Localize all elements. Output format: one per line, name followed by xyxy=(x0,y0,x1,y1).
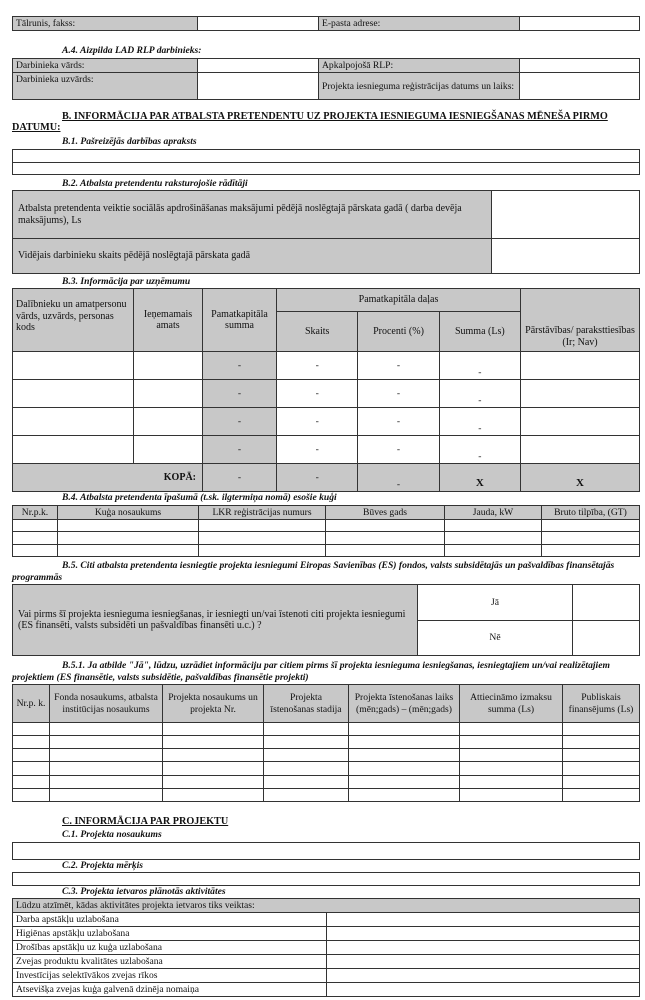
c1-title: C.1. Projekta nosaukums xyxy=(62,829,162,840)
b51-header-fund: Fonda nosaukums, atbalsta institūcijas nosaukums xyxy=(50,685,163,723)
c3-title: C.3. Projekta ietvaros plānotās aktivitātes xyxy=(62,886,226,897)
reg-date-label: Projekta iesnieguma reģistrācijas datums un laiks: xyxy=(319,73,520,100)
activity-description-field-2[interactable] xyxy=(13,162,640,175)
b3-header-capital: Pamatkapitāla summa xyxy=(203,289,277,352)
b5-no-label: Nē xyxy=(418,621,573,656)
b4-header-lkr-number: LKR reģistrācijas numurs xyxy=(199,506,326,520)
b3-header-sum: Summa (Ls) xyxy=(439,312,520,352)
b3-percent-cell: - xyxy=(358,408,439,436)
b4-cell[interactable] xyxy=(58,544,199,556)
b3-position-cell[interactable] xyxy=(134,436,203,464)
activity-checkbox[interactable] xyxy=(326,913,640,927)
b5-no-checkbox[interactable] xyxy=(573,621,640,656)
b3-sum-cell: - xyxy=(439,352,520,380)
b3-count-cell: - xyxy=(277,352,358,380)
b4-cell[interactable] xyxy=(199,520,326,532)
worker-name-label: Darbinieka vārds: xyxy=(13,59,198,73)
b3-sum-cell: - xyxy=(439,408,520,436)
b5-yes-label: Jā xyxy=(418,585,573,621)
b51-cell[interactable] xyxy=(163,749,264,762)
worker-surname-label: Darbinieka uzvārds: xyxy=(13,73,198,100)
employee-count-field[interactable] xyxy=(492,239,640,274)
b51-cell[interactable] xyxy=(13,762,50,775)
b4-cell[interactable] xyxy=(326,532,445,544)
a4-title: A.4. Aizpilda LAD RLP darbinieks: xyxy=(62,45,202,56)
b51-cell[interactable] xyxy=(13,736,50,749)
b3-person-cell[interactable] xyxy=(13,352,134,380)
section-b-title: B. INFORMĀCIJA PAR ATBALSTA PRETENDENTU UZ PROJEKTA IESNIEGUMA IESNIEGŠANAS MĒNEŠA PIRMO DATUMU: xyxy=(12,111,608,134)
b3-person-cell[interactable] xyxy=(13,408,134,436)
b4-cell[interactable] xyxy=(326,544,445,556)
b4-cell[interactable] xyxy=(445,532,542,544)
b51-cell[interactable] xyxy=(264,775,349,788)
b51-cell[interactable] xyxy=(349,723,460,736)
phone-field[interactable] xyxy=(198,17,319,31)
b51-cell[interactable] xyxy=(13,788,50,801)
b3-percent-cell: - xyxy=(358,380,439,408)
b51-cell[interactable] xyxy=(563,775,640,788)
worker-surname-field[interactable] xyxy=(198,73,319,100)
b51-cell[interactable] xyxy=(50,762,163,775)
b3-capital-cell: - xyxy=(203,380,277,408)
b3-total-label: KOPĀ: xyxy=(13,464,203,492)
reg-date-field[interactable] xyxy=(520,73,640,100)
b3-count-cell: - xyxy=(277,408,358,436)
b3-position-cell[interactable] xyxy=(134,352,203,380)
b3-count-cell: - xyxy=(277,436,358,464)
b51-cell[interactable] xyxy=(563,736,640,749)
b51-cell[interactable] xyxy=(460,736,563,749)
project-goal-field[interactable] xyxy=(13,873,640,886)
social-payments-label: Atbalsta pretendenta veiktie sociālās apdrošināšanas maksājumi pēdējā noslēgtajā pārskata gadā ( darba devēja maksājums), Ls xyxy=(13,191,492,239)
activity-checkbox[interactable] xyxy=(326,955,640,969)
contact-table xyxy=(12,16,640,31)
b51-cell[interactable] xyxy=(264,788,349,801)
b3-title: B.3. Informācija par uzņēmumu xyxy=(62,276,191,287)
social-payments-field[interactable] xyxy=(492,191,640,239)
b3-header-count: Skaits xyxy=(277,312,358,352)
b51-title: B.5.1. Ja atbilde "Jā", lūdzu, uzrādiet informāciju par citiem pirms šī projekta iesnieguma iesniegšanas, iesniegtajiem un/vai realizētajiem projektiem (ES finansētie, valsts subsidētie, pašvaldības finansētie projekti) xyxy=(12,660,610,683)
b4-cell[interactable] xyxy=(445,520,542,532)
b1-table xyxy=(12,149,640,175)
activity-label: Darba apstākļu uzlabošana xyxy=(13,913,327,927)
b4-cell[interactable] xyxy=(326,520,445,532)
b4-header-build-year: Būves gads xyxy=(326,506,445,520)
b51-cell[interactable] xyxy=(349,775,460,788)
b51-cell[interactable] xyxy=(13,775,50,788)
b51-cell[interactable] xyxy=(349,762,460,775)
b51-cell[interactable] xyxy=(563,749,640,762)
b3-total-count: - xyxy=(277,464,358,492)
b3-total-percent: - xyxy=(358,464,439,492)
activity-checkbox[interactable] xyxy=(326,969,640,983)
b4-table xyxy=(12,505,640,557)
employee-count-label: Vidējais darbinieku skaits pēdējā noslēgtajā pārskata gadā xyxy=(13,239,492,274)
a4-table xyxy=(12,58,640,100)
activity-label: Atsevišķa zvejas kuģa galvenā dzinēja nomaiņa xyxy=(13,983,327,997)
activity-label: Drošības apstākļu uz kuģa uzlabošana xyxy=(13,941,327,955)
b51-cell[interactable] xyxy=(50,723,163,736)
b2-table xyxy=(12,190,640,274)
b4-cell[interactable] xyxy=(542,532,640,544)
phone-label: Tālrunis, fakss: xyxy=(13,17,198,31)
b3-total-capital: - xyxy=(203,464,277,492)
b4-cell[interactable] xyxy=(13,544,58,556)
b4-cell[interactable] xyxy=(58,520,199,532)
worker-name-field[interactable] xyxy=(198,59,319,73)
b51-table xyxy=(12,684,640,802)
b3-total-rep-x: X xyxy=(521,464,640,492)
c3-header: Lūdzu atzīmēt, kādas aktivitātes projekta ietvaros tiks veiktas: xyxy=(13,899,640,913)
b3-table xyxy=(12,288,640,492)
b51-cell[interactable] xyxy=(163,775,264,788)
b3-header-representation: Pārstāvības/ paraksttiesības (Ir; Nav) xyxy=(521,289,640,352)
b51-cell[interactable] xyxy=(349,749,460,762)
project-name-field[interactable] xyxy=(13,843,640,860)
b3-person-cell[interactable] xyxy=(13,380,134,408)
b5-title: B.5. Citi atbalsta pretendenta iesniegtie projekta iesniegumi Eiropas Savienības (ES) fondos, valsts subsidētajās un pašvaldības finansētajās programmās xyxy=(12,560,615,583)
b4-cell[interactable] xyxy=(542,520,640,532)
b3-person-cell[interactable] xyxy=(13,436,134,464)
activity-label: Higiēnas apstākļu uzlabošana xyxy=(13,927,327,941)
b4-cell[interactable] xyxy=(13,520,58,532)
b4-header-vessel-name: Kuģa nosaukums xyxy=(58,506,199,520)
b4-title: B.4. Atbalsta pretendenta īpašumā (t.sk. ilgtermiņa nomā) esošie kuģi xyxy=(62,492,337,503)
b3-capital-cell: - xyxy=(203,352,277,380)
b51-cell[interactable] xyxy=(163,762,264,775)
b3-header-shares: Pamatkapitāla daļas xyxy=(277,289,521,312)
b51-cell[interactable] xyxy=(264,736,349,749)
b3-rep-cell[interactable] xyxy=(521,352,640,380)
b1-title: B.1. Pašreizējās darbības apraksts xyxy=(62,136,197,147)
b51-header-nr: Nr.p. k. xyxy=(13,685,50,723)
section-c-title: C. INFORMĀCIJA PAR PROJEKTU xyxy=(62,816,229,827)
b4-cell[interactable] xyxy=(445,544,542,556)
b4-cell[interactable] xyxy=(199,544,326,556)
b4-header-nr: Nr.p.k. xyxy=(13,506,58,520)
b3-rep-cell[interactable] xyxy=(521,436,640,464)
b3-sum-cell: - xyxy=(439,436,520,464)
b51-cell[interactable] xyxy=(13,723,50,736)
b51-cell[interactable] xyxy=(163,723,264,736)
b51-cell[interactable] xyxy=(460,788,563,801)
b4-header-tonnage: Bruto tilpība, (GT) xyxy=(542,506,640,520)
b51-cell[interactable] xyxy=(163,736,264,749)
b4-header-power: Jauda, kW xyxy=(445,506,542,520)
b51-cell[interactable] xyxy=(50,736,163,749)
rlp-field[interactable] xyxy=(520,59,640,73)
b5-question: Vai pirms šī projekta iesnieguma iesniegšanas, ir iesniegti un/vai īstenoti citi projekta iesniegumi (ES finansēti, valsts subsidēti un pašvaldības finansēti u.c.) ? xyxy=(13,585,418,656)
b51-header-period: Projekta īstenošanas laiks (mēn;gads) – (mēn;gads) xyxy=(349,685,460,723)
b51-cell[interactable] xyxy=(460,723,563,736)
b3-rep-cell[interactable] xyxy=(521,408,640,436)
email-field[interactable] xyxy=(520,17,640,31)
c3-table xyxy=(12,898,640,997)
b4-cell[interactable] xyxy=(199,532,326,544)
activity-description-field[interactable] xyxy=(13,150,640,163)
b3-total-sum-x: X xyxy=(439,464,520,492)
activity-checkbox[interactable] xyxy=(326,983,640,997)
b51-cell[interactable] xyxy=(50,749,163,762)
b3-capital-cell: - xyxy=(203,408,277,436)
c2-title: C.2. Projekta mērķis xyxy=(62,860,144,871)
b3-count-cell: - xyxy=(277,380,358,408)
c1-table xyxy=(12,842,640,860)
activity-checkbox[interactable] xyxy=(326,927,640,941)
b51-cell[interactable] xyxy=(460,775,563,788)
b3-header-position: Ieņemamais amats xyxy=(134,289,203,352)
rlp-label: Apkalpojošā RLP: xyxy=(319,59,520,73)
b3-position-cell[interactable] xyxy=(134,408,203,436)
b51-cell[interactable] xyxy=(563,723,640,736)
email-label: E-pasta adrese: xyxy=(319,17,520,31)
b51-cell[interactable] xyxy=(460,762,563,775)
b51-header-stage: Projekta īstenošanas stadija xyxy=(264,685,349,723)
b3-sum-cell: - xyxy=(439,380,520,408)
b51-cell[interactable] xyxy=(563,762,640,775)
b3-rep-cell[interactable] xyxy=(521,380,640,408)
b51-header-project: Projekta nosaukums un projekta Nr. xyxy=(163,685,264,723)
b3-percent-cell: - xyxy=(358,352,439,380)
b3-header-percent: Procenti (%) xyxy=(358,312,439,352)
c2-table xyxy=(12,872,640,886)
b51-cell[interactable] xyxy=(13,749,50,762)
b51-header-public-funding: Publiskais finansējums (Ls) xyxy=(563,685,640,723)
b5-table xyxy=(12,584,640,656)
b51-cell[interactable] xyxy=(264,749,349,762)
b51-cell[interactable] xyxy=(163,788,264,801)
b51-cell[interactable] xyxy=(460,749,563,762)
b5-yes-checkbox[interactable] xyxy=(573,585,640,621)
b4-cell[interactable] xyxy=(58,532,199,544)
b4-cell[interactable] xyxy=(13,532,58,544)
b3-position-cell[interactable] xyxy=(134,380,203,408)
b51-cell[interactable] xyxy=(563,788,640,801)
b3-header-person: Dalībnieku un amatpersonu vārds, uzvārds, personas kods xyxy=(13,289,134,352)
b51-cell[interactable] xyxy=(50,788,163,801)
b51-cell[interactable] xyxy=(349,788,460,801)
activity-checkbox[interactable] xyxy=(326,941,640,955)
b51-cell[interactable] xyxy=(264,723,349,736)
activity-label: Zvejas produktu kvalitātes uzlabošana xyxy=(13,955,327,969)
b3-percent-cell: - xyxy=(358,436,439,464)
activity-label: Investīcijas selektīvākos zvejas rīkos xyxy=(13,969,327,983)
b51-cell[interactable] xyxy=(264,762,349,775)
b4-cell[interactable] xyxy=(542,544,640,556)
b51-header-eligible-costs: Attiecināmo izmaksu summa (Ls) xyxy=(460,685,563,723)
b3-capital-cell: - xyxy=(203,436,277,464)
b2-title: B.2. Atbalsta pretendentu raksturojošie rādītāji xyxy=(62,178,248,189)
b51-cell[interactable] xyxy=(349,736,460,749)
b51-cell[interactable] xyxy=(50,775,163,788)
